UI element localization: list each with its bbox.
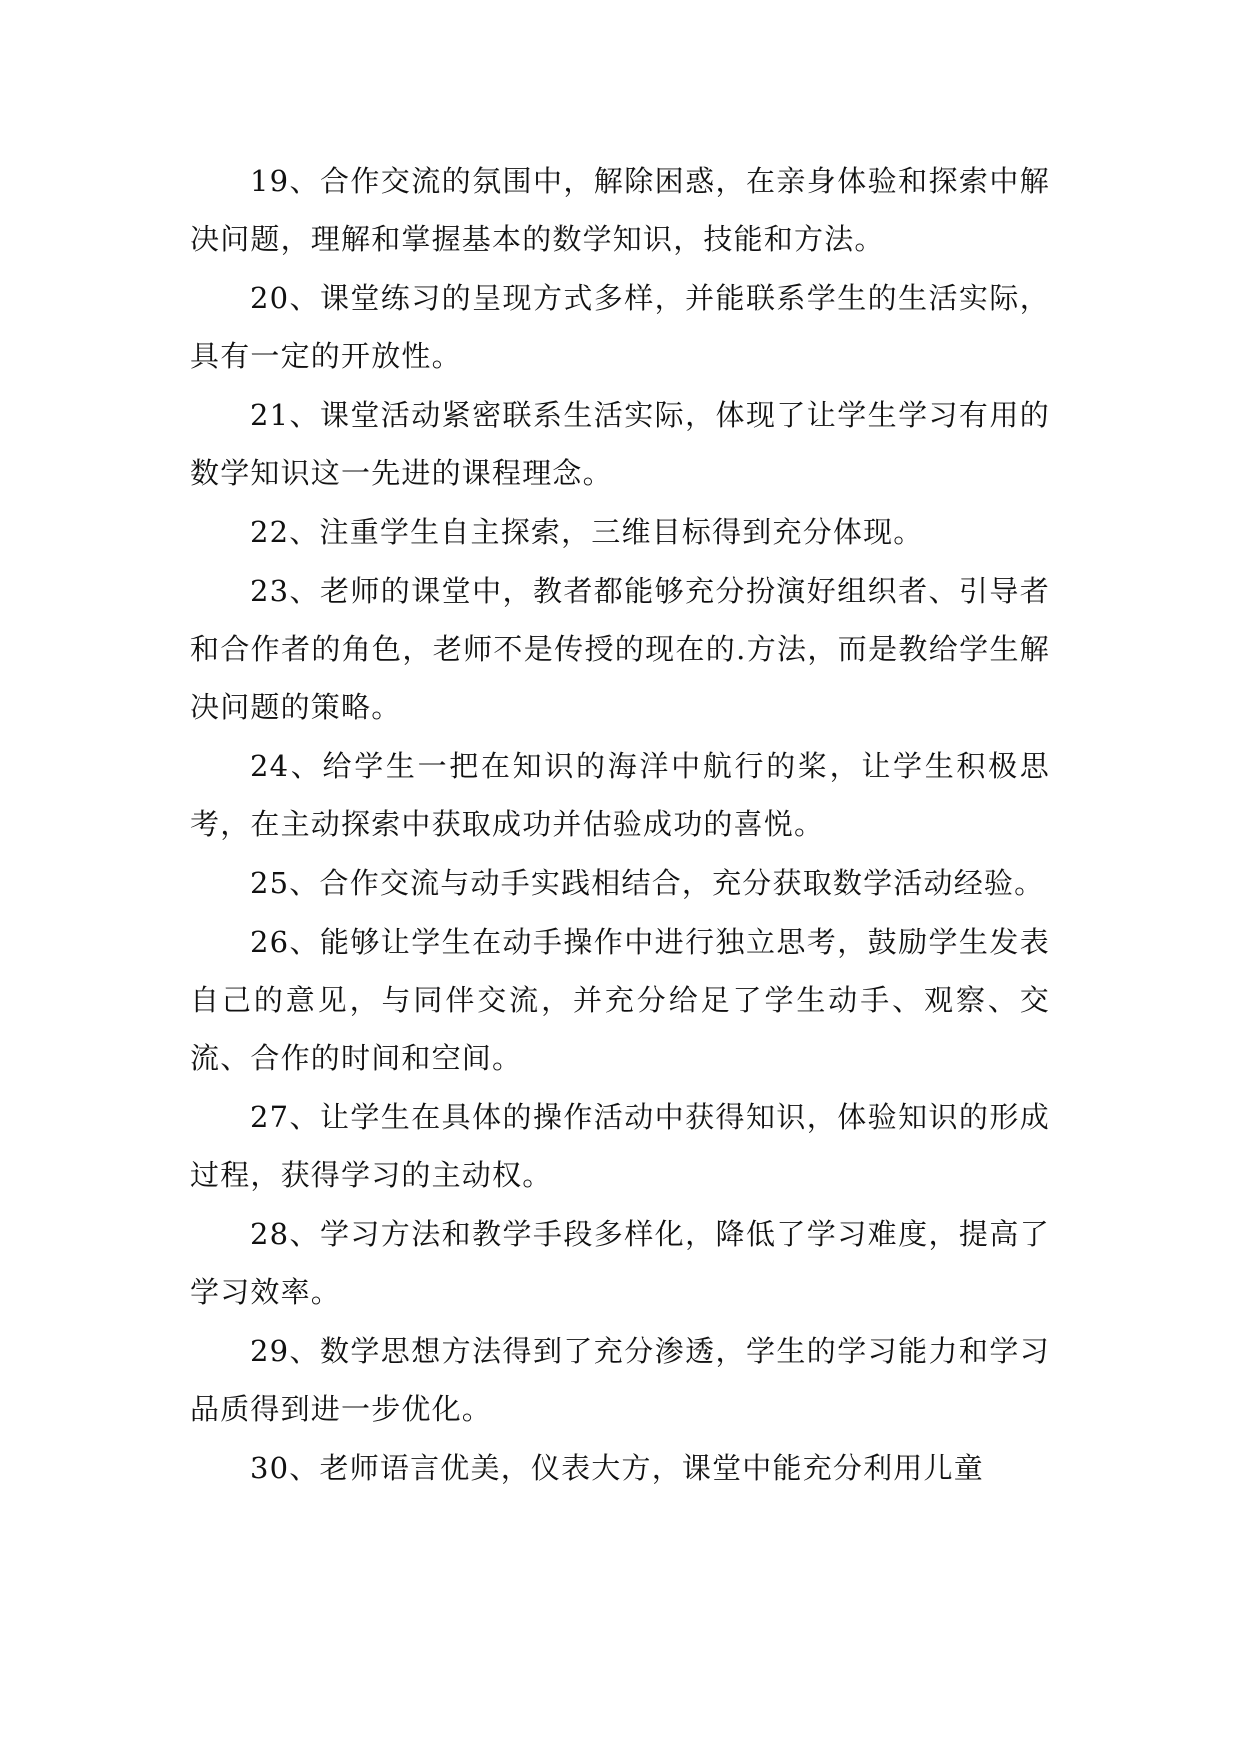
paragraph-29: 29、数学思想方法得到了充分渗透，学生的学习能力和学习品质得到进一步优化。 — [190, 1334, 1050, 1426]
paragraph-25: 25、合作交流与动手实践相结合，充分获取数学活动经验。 — [250, 866, 1045, 900]
document-page — [190, 152, 1050, 1498]
paragraph-22: 22、注重学生自主探索，三维目标得到充分体现。 — [250, 515, 924, 549]
paragraph-23: 23、老师的课堂中，教者都能够充分扮演好组织者、引导者和合作者的角色，老师不是传授的现在的.方法，而是教给学生解决问题的策略。 — [190, 574, 1050, 724]
paragraph-19: 19、合作交流的氛围中，解除困惑，在亲身体验和探索中解决问题，理解和掌握基本的数学知识，技能和方法。 — [190, 164, 1050, 256]
paragraph-21: 21、课堂活动紧密联系生活实际，体现了让学生学习有用的数学知识这一先进的课程理念。 — [190, 398, 1050, 490]
paragraph-27: 27、让学生在具体的操作活动中获得知识，体验知识的形成过程，获得学习的主动权。 — [190, 1100, 1050, 1192]
paragraph-30: 30、老师语言优美，仪表大方，课堂中能充分利用儿童 — [250, 1451, 984, 1485]
paragraph-28: 28、学习方法和教学手段多样化，降低了学习难度，提高了学习效率。 — [190, 1217, 1050, 1309]
paragraph-26: 26、能够让学生在动手操作中进行独立思考，鼓励学生发表自己的意见，与同伴交流，并充分给足了学生动手、观察、交流、合作的时间和空间。 — [190, 925, 1050, 1075]
paragraph-20: 20、课堂练习的呈现方式多样，并能联系学生的生活实际，具有一定的开放性。 — [190, 281, 1050, 373]
paragraph-24: 24、给学生一把在知识的海洋中航行的桨，让学生积极思考，在主动探索中获取成功并估验成功的喜悦。 — [190, 749, 1050, 841]
